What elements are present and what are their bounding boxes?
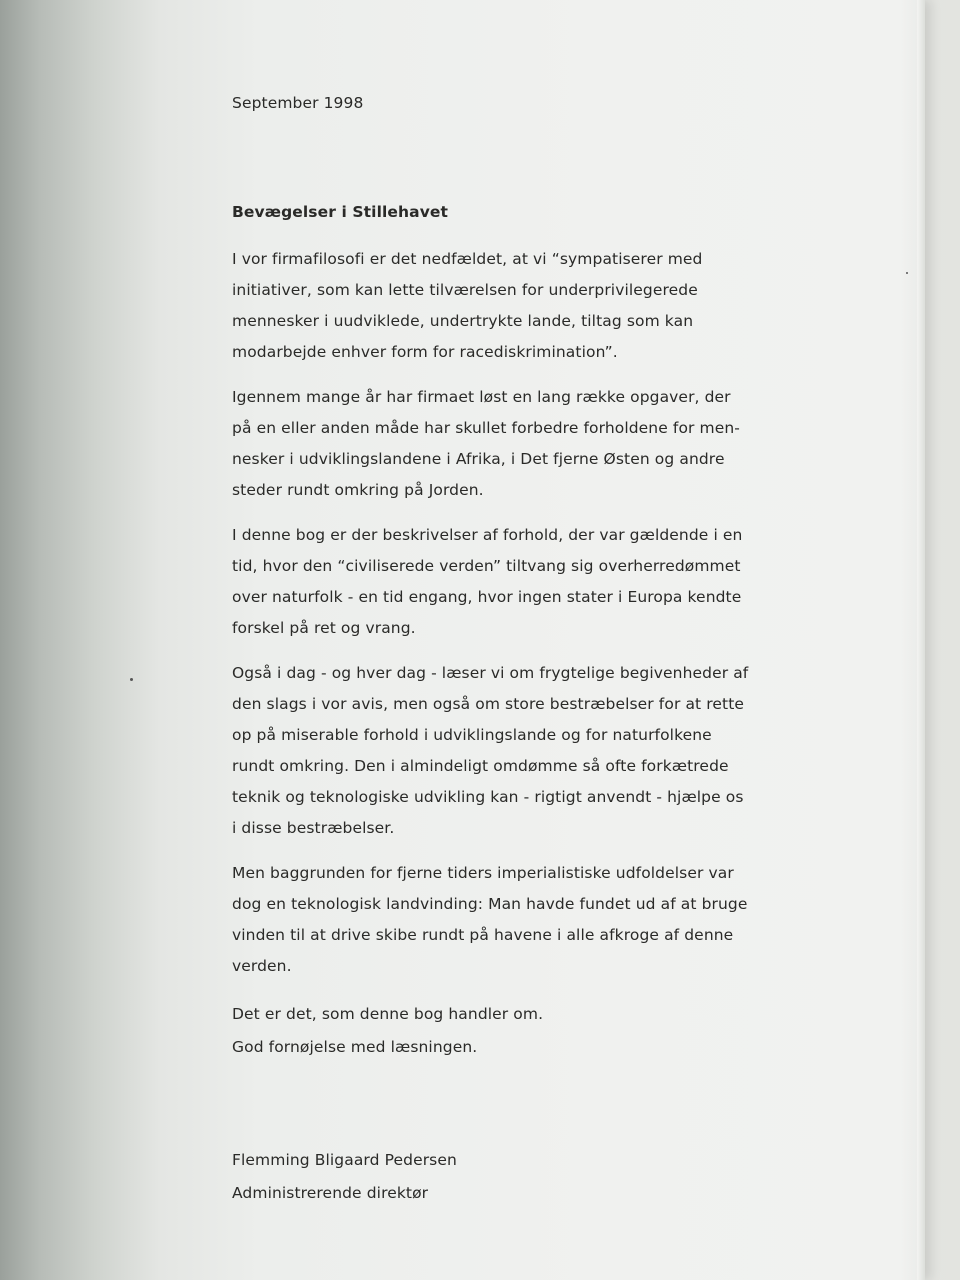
closing-line: God fornøjelse med læsningen. xyxy=(232,1038,478,1056)
paragraph-line: initiativer, som kan lette tilværelsen for underprivilegerede xyxy=(232,281,698,299)
paragraph-line: teknik og teknologiske udvikling kan - rigtigt anvendt - hjælpe os xyxy=(232,788,744,806)
paper-speck xyxy=(906,272,908,274)
paragraph-line: Også i dag - og hver dag - læser vi om frygtelige begivenheder af xyxy=(232,664,749,682)
paragraph-line: op på miserable forhold i udviklingslande og for naturfolkene xyxy=(232,726,712,744)
paragraph-line: dog en teknologisk landvinding: Man havde fundet ud af at bruge xyxy=(232,895,748,913)
paragraph-line: nesker i udviklingslandene i Afrika, i Det fjerne Østen og andre xyxy=(232,450,725,468)
signature-title: Administrerende direktør xyxy=(232,1184,429,1202)
paragraph-line: I vor firmafilosofi er det nedfældet, at vi “sympatiserer med xyxy=(232,250,703,268)
paragraph-line: den slags i vor avis, men også om store bestræbelser for at rette xyxy=(232,695,745,713)
paragraph-line: modarbejde enhver form for racediskrimination”. xyxy=(232,343,618,361)
paragraph-line: rundt omkring. Den i almindeligt omdømme så ofte forkætrede xyxy=(232,757,729,775)
signature-name: Flemming Bligaard Pedersen xyxy=(232,1151,457,1169)
paragraph-line: I denne bog er der beskrivelser af forhold, der var gældende i en xyxy=(232,526,743,544)
paragraph-line: på en eller anden måde har skullet forbedre forholdene for men- xyxy=(232,419,740,437)
paragraph-line: Men baggrunden for fjerne tiders imperialistiske udfoldelser var xyxy=(232,864,734,882)
closing-line: Det er det, som denne bog handler om. xyxy=(232,1005,544,1023)
paragraph-2 xyxy=(232,382,740,506)
paragraph-line: over naturfolk - en tid engang, hvor ingen stater i Europa kendte xyxy=(232,588,742,606)
paragraph-3 xyxy=(232,520,743,644)
paragraph-line: mennesker i uudviklede, undertrykte lande, tiltag som kan xyxy=(232,312,694,330)
paragraph-line: verden. xyxy=(232,957,292,975)
paragraph-1 xyxy=(232,244,732,368)
paragraph-line: tid, hvor den “civiliserede verden” tiltvang sig overherredømmet xyxy=(232,557,741,575)
letter-date: September 1998 xyxy=(232,94,364,112)
paragraph-line: i disse bestræbelser. xyxy=(232,819,395,837)
paragraph-5 xyxy=(232,858,748,982)
paragraph-line: forskel på ret og vrang. xyxy=(232,619,416,637)
signature-block xyxy=(232,1144,732,1210)
page-edge xyxy=(917,0,925,1280)
paragraph-line: vinden til at drive skibe rundt på havene i alle afkroge af denne xyxy=(232,926,734,944)
letter-heading: Bevægelser i Stillehavet xyxy=(232,203,449,221)
closing-remarks xyxy=(232,998,732,1064)
paragraph-line: steder rundt omkring på Jorden. xyxy=(232,481,484,499)
paragraph-line: Igennem mange år har firmaet løst en lang række opgaver, der xyxy=(232,388,731,406)
letter-text xyxy=(232,88,749,1210)
paper-speck xyxy=(130,678,133,681)
paragraph-4 xyxy=(232,658,749,844)
